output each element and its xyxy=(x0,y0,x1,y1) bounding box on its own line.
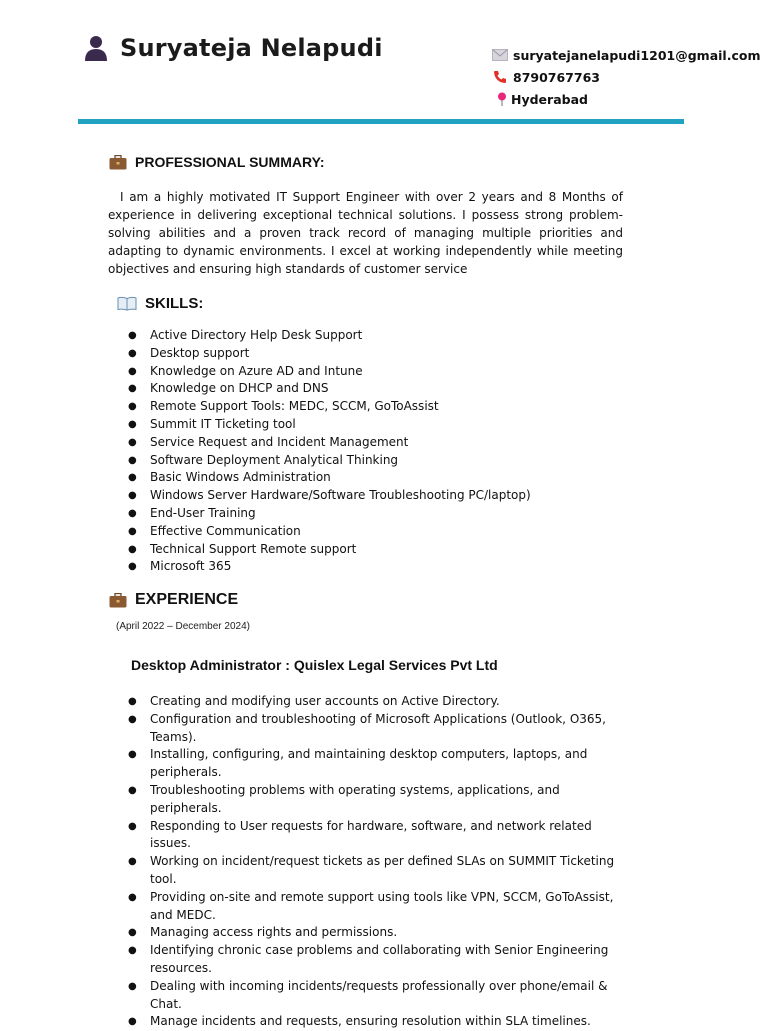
experience-heading-text: EXPERIENCE xyxy=(135,591,239,608)
skill-item: ● Windows Server Hardware/Software Troubleshooting PC/laptop) xyxy=(128,487,548,505)
skill-item: ● Remote Support Tools: MEDC, SCCM, GoToAssist xyxy=(128,398,548,416)
skill-item: ● Software Deployment Analytical Thinking xyxy=(128,452,548,470)
phone-text: 8790767763 xyxy=(513,69,600,85)
skill-item: ● Knowledge on Azure AD and Intune xyxy=(128,363,548,381)
duties-list xyxy=(128,693,628,1031)
envelope-icon xyxy=(492,48,508,62)
duty-item: ● Dealing with incoming incidents/requests professionally over phone/email & Chat. xyxy=(128,978,628,1014)
duty-item: ● Creating and modifying user accounts on Active Directory. xyxy=(128,693,628,711)
duty-item: ● Manage incidents and requests, ensuring resolution within SLA timelines. xyxy=(128,1013,628,1031)
skills-heading xyxy=(117,295,203,312)
skill-item: ● Technical Support Remote support xyxy=(128,541,548,559)
book-icon xyxy=(117,296,137,311)
person-icon xyxy=(84,35,108,61)
skill-item: ● Effective Communication xyxy=(128,523,548,541)
skills-heading-text: SKILLS: xyxy=(145,295,204,312)
skills-list xyxy=(128,327,548,576)
skill-item: ● Active Directory Help Desk Support xyxy=(128,327,548,345)
duty-item: ● Installing, configuring, and maintaining desktop computers, laptops, and peripherals. xyxy=(128,746,628,782)
briefcase-icon xyxy=(109,155,127,170)
job-title: Desktop Administrator : Quislex Legal Services Pvt Ltd xyxy=(131,657,498,673)
phone-icon xyxy=(492,70,508,84)
location-pin-icon xyxy=(496,92,508,106)
duty-item: ● Providing on-site and remote support using tools like VPN, SCCM, GoToAssist, and MEDC. xyxy=(128,889,628,925)
location-text: Hyderabad xyxy=(511,91,588,107)
summary-heading xyxy=(109,154,325,170)
duty-item: ● Configuration and troubleshooting of Microsoft Applications (Outlook, O365, Teams). xyxy=(128,711,628,747)
email-text: suryatejanelapudi1201@gmail.com xyxy=(513,47,761,63)
duty-item: ● Responding to User requests for hardware, software, and network related issues. xyxy=(128,818,628,854)
candidate-name: Suryateja Nelapudi xyxy=(120,34,383,62)
duty-item: ● Managing access rights and permissions. xyxy=(128,924,628,942)
location-row xyxy=(492,88,760,110)
briefcase-icon xyxy=(109,593,127,608)
employment-dates: (April 2022 – December 2024) xyxy=(116,621,250,632)
skill-item: ● Summit IT Ticketing tool xyxy=(128,416,548,434)
duty-item: ● Working on incident/request tickets as per defined SLAs on SUMMIT Ticketing tool. xyxy=(128,853,628,889)
header-divider xyxy=(78,119,684,124)
duty-item: ● Troubleshooting problems with operating systems, applications, and peripherals. xyxy=(128,782,628,818)
skill-item: ● Service Request and Incident Management xyxy=(128,434,548,452)
skill-item: ● End-User Training xyxy=(128,505,548,523)
skill-item: ● Knowledge on DHCP and DNS xyxy=(128,380,548,398)
summary-heading-text: PROFESSIONAL SUMMARY: xyxy=(135,154,325,170)
phone-row xyxy=(492,66,760,88)
skill-item: ● Desktop support xyxy=(128,345,548,363)
name-block xyxy=(84,34,383,62)
skill-item: ● Microsoft 365 xyxy=(128,558,548,576)
duty-item: ● Identifying chronic case problems and collaborating with Senior Engineering resources. xyxy=(128,942,628,978)
email-row xyxy=(492,44,760,66)
skill-item: ● Basic Windows Administration xyxy=(128,469,548,487)
experience-heading xyxy=(109,591,238,609)
contact-info xyxy=(492,44,760,110)
summary-paragraph: I am a highly motivated IT Support Engineer with over 2 years and 8 Months of experience in delivering exceptional technical solutions. I possess strong problem-solving abilities and a proven track record of managing multiple priorities and adapting to dynamic environments. I excel at working independently while meeting objectives and ensuring high standards of customer service xyxy=(108,190,623,276)
